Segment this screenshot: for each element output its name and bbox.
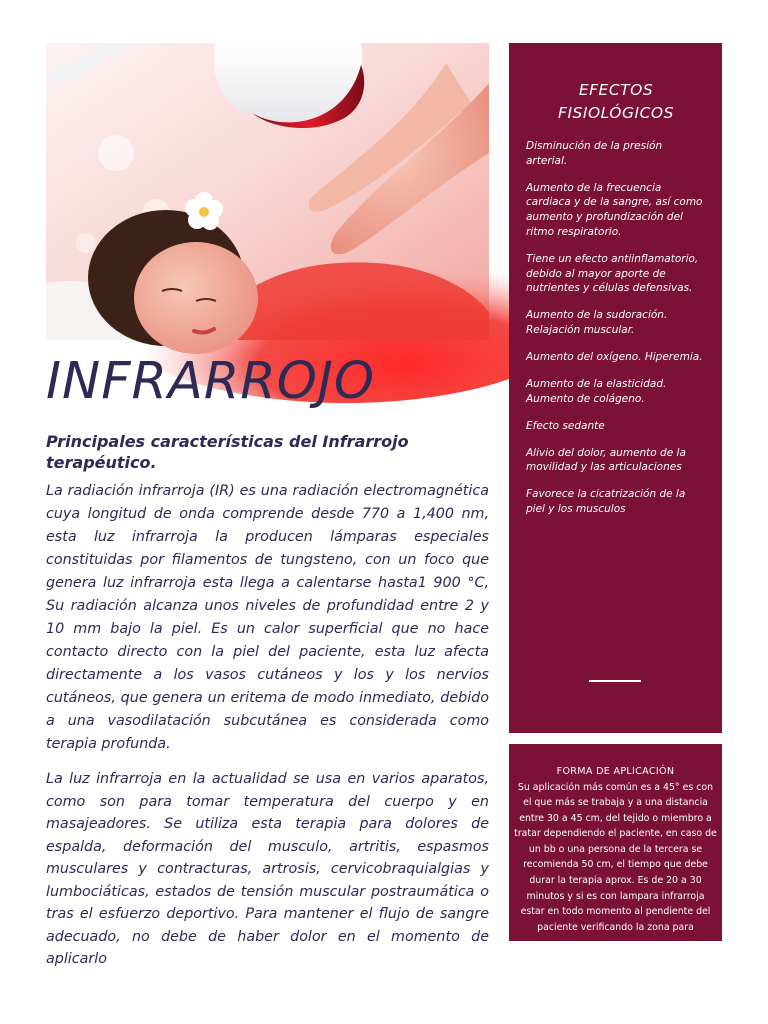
effect-item: Tiene un efecto antiinflamatorio, debido al mayor aporte de nutrientes y células defensivas. (526, 252, 699, 295)
effect-item: Favorece la cicatrización de la piel y los musculos (526, 488, 686, 516)
effect-item: Efecto sedante (526, 419, 605, 432)
effects-title: EFECTOS FISIOLÓGICOS (558, 81, 674, 122)
usage-paragraph: La luz infrarroja en la actualidad se usa en varios aparatos, como son para tomar temperatura del cuerpo y en masajeadores. Se utiliza esta terapia para dolores de espalda, deformación del musculo, artritis, espasmos musculares y contracturas, artrosis, cervicobraquialgias y lumbociáticas, estados de tensión muscular postraumática o tras el esfuerzo deportivo. Para mantener el flujo de sangre adecuado, no debe de haber dolor en el momento de aplicarlo (46, 771, 489, 967)
infrared-therapy-image (46, 43, 489, 340)
page-title: INFRARROJO (46, 352, 376, 411)
effects-list (526, 139, 706, 517)
section-subtitle: Principales características del Infrarrojo terapéutico. (46, 432, 409, 472)
application-text: Su aplicación más común es a 45° es con el que más se trabaja y a una distancia entre 30 a 45 cm, del tejido o miembro a tratar dependiendo el paciente, en caso de un bb o una persona de la tercera se recomienda 50 cm, el tiempo que debe durar la terapia aprox. Es de 20 a 30 minutos y si es con lampara infrarroja estar en todo momento al pendiente del paciente verificando la zona para (514, 781, 717, 933)
effect-item: Alivio del dolor, aumento de la movilidad y las articulaciones (526, 446, 686, 474)
application-box (509, 744, 722, 941)
application-title: FORMA DE APLICACIÓN (556, 766, 675, 777)
intro-paragraph: La radiación infrarroja (IR) es una radiación electromagnética cuya longitud de onda comprende desde 770 a 1,400 nm, esta luz infrarroja la producen lámparas especiales constituidas por filamentos de tungsteno, con un foco que genera luz infrarroja esta llega a calentarse hasta1 900 °C, Su radiación alcanza unos niveles de profundidad entre 2 y 10 mm bajo la piel. Es un calor superficial que no hace contacto directo con la piel del paciente, esta luz afecta directamente a los vasos cutáneos y los y los nervios cutáneos, que genera un eritema de modo inmediato, debido a una vasodilatación subcutánea es considerada como terapia profunda. (46, 483, 489, 752)
effect-item: Aumento de la frecuencia cardiaca y de la sangre, así como aumento y profundización del ritmo respiratorio. (526, 181, 703, 238)
effect-item: Aumento de la elasticidad. Aumento de colágeno. (526, 377, 667, 405)
hero-photo (46, 43, 489, 340)
divider-line (589, 680, 641, 682)
effect-item: Disminución de la presión arterial. (526, 140, 663, 167)
effect-item: Aumento del oxígeno. Hiperemia. (526, 350, 703, 363)
effect-item: Aumento de la sudoración. Relajación muscular. (526, 309, 668, 336)
effects-sidebar (509, 43, 722, 733)
